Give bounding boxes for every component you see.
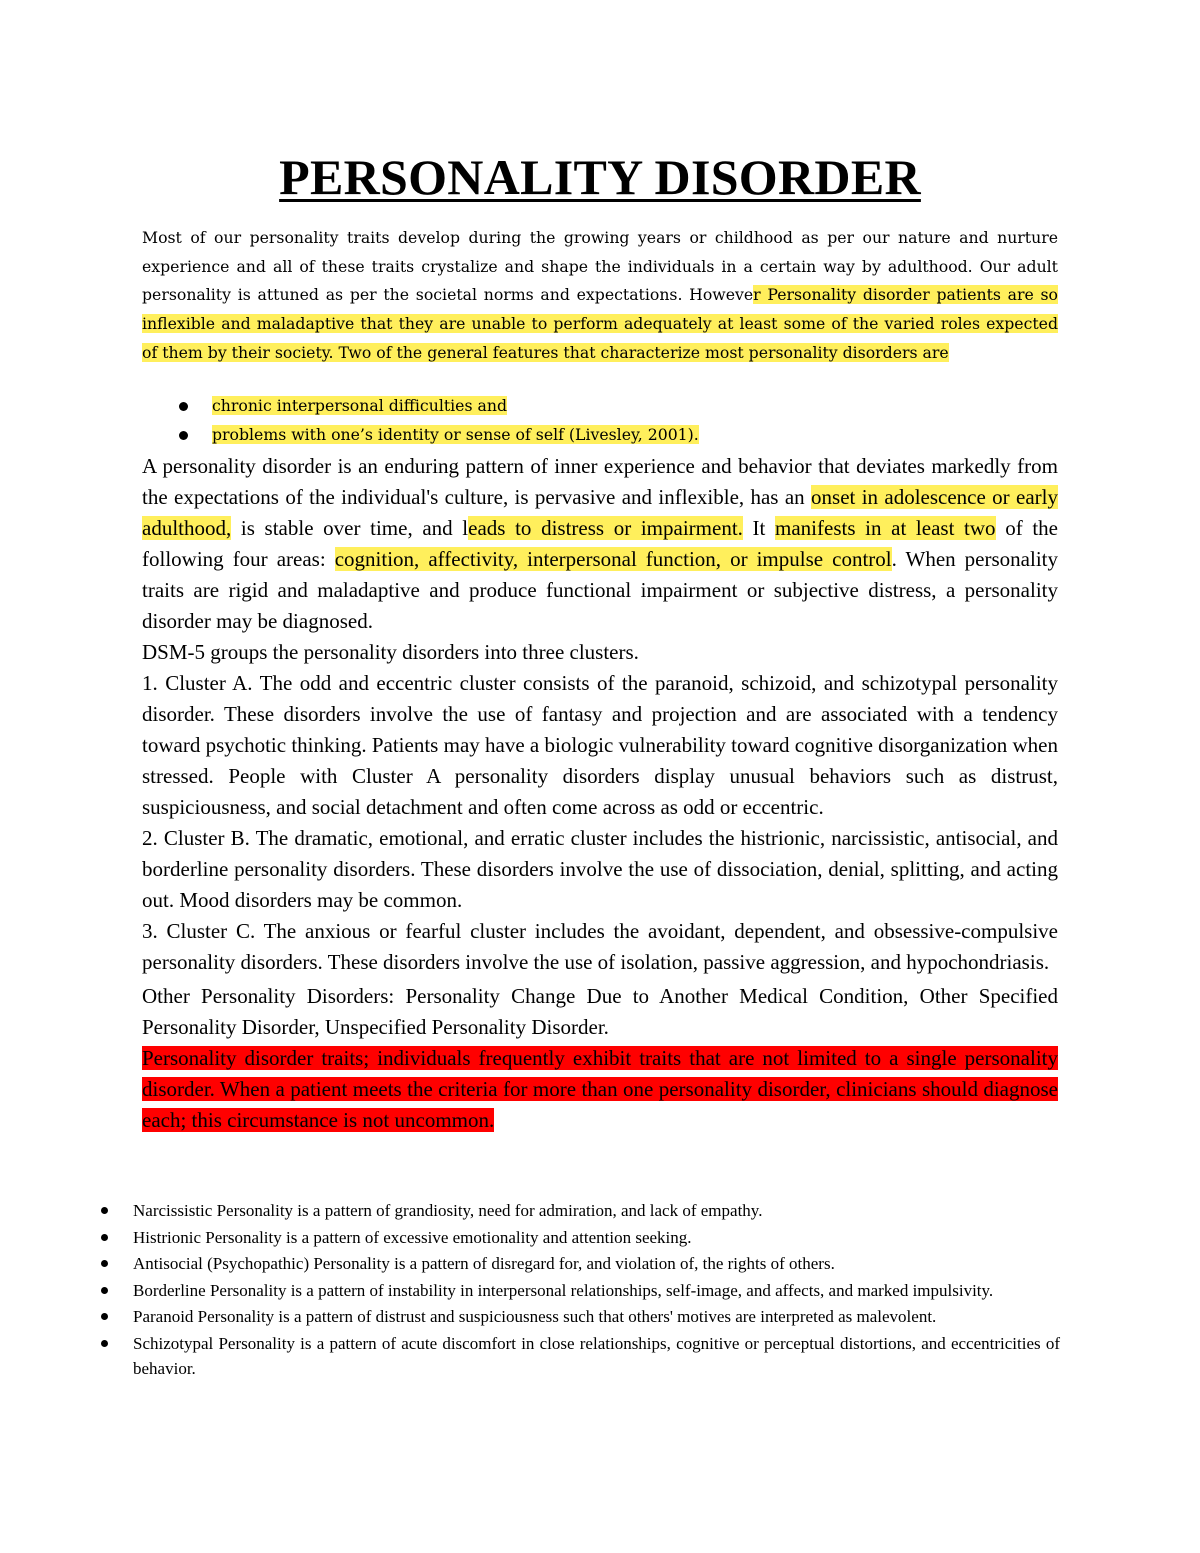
list-item bbox=[86, 1304, 1060, 1330]
intro-highlight: r Personality disorder patients are so inflexible and maladaptive that they are unable to perform adequately at least some of the varied roles expected of them by their society. Two of the general features that characterize most personality disorders are bbox=[142, 285, 1058, 362]
list-item bbox=[86, 1225, 1060, 1251]
type-text: Borderline Personality is a pattern of instability in interpersonal relationships, self-image, and affects, and marked impulsivity. bbox=[133, 1280, 994, 1300]
feature-text: chronic interpersonal difficulties and bbox=[212, 396, 507, 415]
definition-text: . When personality traits are rigid and maladaptive and produce functional impairment or subjective distress, a personality disorder may be diagnosed. bbox=[142, 547, 1058, 633]
bullet-icon bbox=[101, 1207, 108, 1214]
definition-highlight: onset in adolescence or early adulthood, bbox=[142, 485, 1058, 540]
type-text: Histrionic Personality is a pattern of excessive emotionality and attention seeking. bbox=[133, 1227, 692, 1247]
bullet-icon bbox=[101, 1234, 108, 1241]
list-item bbox=[86, 1331, 1060, 1382]
traits-note-paragraph bbox=[142, 1043, 1058, 1136]
bullet-icon bbox=[101, 1313, 108, 1320]
definition-text: is stable over time, and l bbox=[231, 516, 469, 540]
type-text: Antisocial (Psychopathic) Personality is a pattern of disregard for, and violation of, the rights of others. bbox=[133, 1254, 835, 1273]
type-text: Schizotypal Personality is a pattern of acute discomfort in close relationships, cognitive or perceptual distortions, and eccentricities of behavior. bbox=[133, 1333, 1060, 1378]
list-item bbox=[86, 1251, 1060, 1277]
bullet-icon bbox=[101, 1260, 108, 1267]
definition-text: It bbox=[742, 516, 776, 540]
page-title: PERSONALITY DISORDER bbox=[279, 149, 921, 205]
features-list bbox=[142, 392, 1058, 449]
traits-note-highlight: Personality disorder traits; individuals frequently exhibit traits that are not limited to a single personality disorder. When a patient meets the criteria for more than one personality disorder, clinicians should diagnose each; this circumstance is not uncommon. bbox=[142, 1046, 1058, 1132]
cluster-a-paragraph: 1. Cluster A. The odd and eccentric cluster consists of the paranoid, schizoid, and schizotypal personality disorder. These disorders involve the use of fantasy and projection and are associated with a tendency toward psychotic thinking. Patients may have a biologic vulnerability toward cognitive disorganization when stressed. People with Cluster A personality disorders display unusual behaviors such as distrust, suspiciousness, and social detachment and often come across as odd or eccentric. bbox=[142, 671, 1058, 819]
list-item bbox=[142, 392, 1058, 421]
list-item bbox=[142, 421, 1058, 450]
bullet-icon bbox=[179, 431, 188, 440]
definition-highlight: manifests in at least two bbox=[775, 516, 996, 540]
cluster-b-paragraph: 2. Cluster B. The dramatic, emotional, and erratic cluster includes the histrionic, narcissistic, antisocial, and borderline personality disorders. These disorders involve the use of dissociation, denial, splitting, and acting out. Mood disorders may be common. bbox=[142, 826, 1058, 912]
type-text: Narcissistic Personality is a pattern of grandiosity, need for admiration, and lack of empathy. bbox=[133, 1201, 763, 1220]
list-item bbox=[86, 1278, 1060, 1304]
definition-text: of the following four areas: bbox=[142, 516, 1058, 571]
dsm-intro: DSM-5 groups the personality disorders into three clusters. bbox=[142, 640, 639, 664]
cluster-c-paragraph: 3. Cluster C. The anxious or fearful cluster includes the avoidant, dependent, and obsessive-compulsive personality disorders. These disorders involve the use of isolation, passive aggression, and hypochondriasis. bbox=[142, 919, 1058, 974]
intro-text: Most of our personality traits develop during the growing years or childhood as per our nature and nurture experience and all of these traits crystalize and shape the individuals in a certain way by adulthood. Our adult personality is attuned as per the societal norms and expectations. Howeve bbox=[142, 228, 1058, 305]
list-item bbox=[86, 1198, 1060, 1224]
definition-paragraph bbox=[142, 451, 1058, 637]
bullet-icon bbox=[101, 1340, 108, 1347]
type-text: Paranoid Personality is a pattern of distrust and suspiciousness such that others' motives are interpreted as malevolent. bbox=[133, 1307, 937, 1326]
bullet-icon bbox=[179, 402, 188, 411]
feature-text: problems with one’s identity or sense of self (Livesley, 2001). bbox=[212, 424, 699, 444]
other-disorders-paragraph: Other Personality Disorders: Personality Change Due to Another Medical Condition, Other Specified Personality Disorder, Unspecified Personality Disorder. bbox=[142, 984, 1058, 1039]
definition-text: A personality disorder is an enduring pattern of inner experience and behavior that deviates markedly from the expectations of the individual's culture, is pervasive and inflexible, has an bbox=[142, 454, 1058, 509]
personality-types-list bbox=[86, 1198, 1060, 1383]
bullet-icon bbox=[101, 1287, 108, 1294]
intro-paragraph bbox=[142, 224, 1058, 368]
main-body bbox=[142, 451, 1058, 1136]
definition-highlight: cognition, affectivity, interpersonal function, or impulse control bbox=[334, 547, 892, 571]
definition-highlight: eads to distress or impairment. bbox=[468, 516, 743, 540]
